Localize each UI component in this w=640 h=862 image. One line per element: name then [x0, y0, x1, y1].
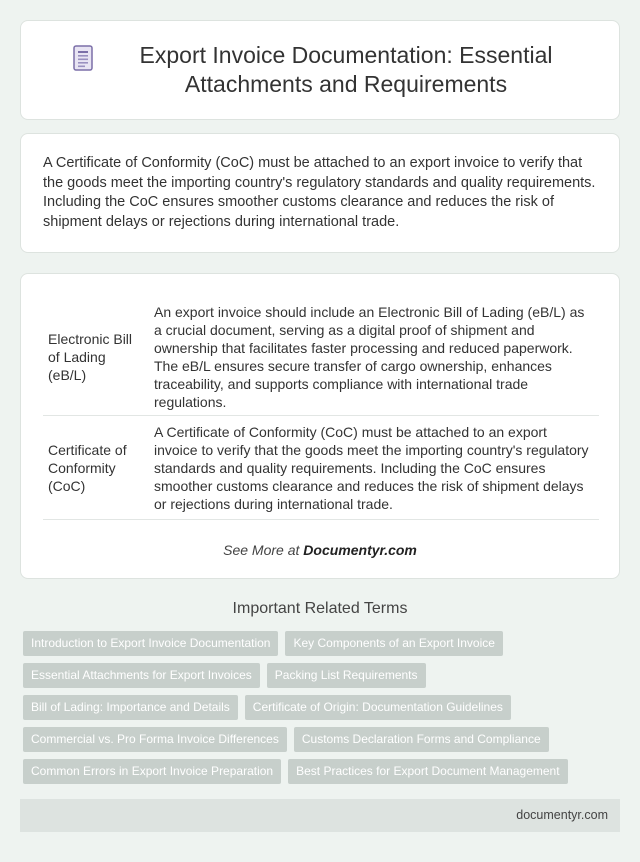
page-header — [64, 41, 576, 99]
see-more-prefix: See More at — [223, 542, 304, 558]
summary-card — [20, 133, 620, 253]
definitions-table — [43, 300, 599, 520]
related-term-tag[interactable]: Introduction to Export Invoice Documentation — [23, 631, 278, 656]
related-term-tag[interactable]: Best Practices for Export Document Management — [288, 759, 567, 784]
term-cell: Certificate of Conformity (CoC) — [43, 416, 149, 520]
related-term-tag[interactable]: Key Components of an Export Invoice — [285, 631, 502, 656]
related-term-tag[interactable]: Essential Attachments for Export Invoices — [23, 663, 260, 688]
related-term-tag[interactable]: Commercial vs. Pro Forma Invoice Differences — [23, 727, 287, 752]
footer — [20, 799, 620, 832]
summary-text: A Certificate of Conformity (CoC) must be attached to an export invoice to verify that the goods meet the importing country's regulatory standards and quality requirements. Including the CoC ensures smoother customs clearance and reduces the risk of shipment delays or rejections during international trade. — [43, 155, 596, 230]
page-title: Export Invoice Documentation: Essential Attachments and Requirements — [139, 42, 553, 97]
related-terms-list — [23, 631, 583, 791]
related-term-tag[interactable]: Common Errors in Export Invoice Preparation — [23, 759, 281, 784]
term-cell: Electronic Bill of Lading (eB/L) — [43, 300, 149, 416]
description-cell: A Certificate of Conformity (CoC) must be attached to an export invoice to verify that the goods meet the importing country's regulatory standards and quality requirements. Including the CoC ensures smoother customs clearance and reduces the risk of shipment delays or rejections during international trade. — [149, 416, 599, 520]
definitions-card — [20, 273, 620, 579]
footer-site-link[interactable]: documentyr.com — [516, 808, 608, 822]
table-row — [43, 416, 599, 520]
related-terms-heading: Important Related Terms — [232, 600, 408, 617]
see-more-site[interactable]: Documentyr.com — [303, 542, 417, 558]
title-card — [20, 20, 620, 120]
document-icon — [64, 45, 102, 75]
related-term-tag[interactable]: Bill of Lading: Importance and Details — [23, 695, 238, 720]
related-term-tag[interactable]: Customs Declaration Forms and Compliance — [294, 727, 549, 752]
related-term-tag[interactable]: Packing List Requirements — [267, 663, 426, 688]
table-row — [43, 300, 599, 416]
see-more-link[interactable] — [43, 542, 597, 558]
related-term-tag[interactable]: Certificate of Origin: Documentation Guidelines — [245, 695, 511, 720]
description-cell: An export invoice should include an Electronic Bill of Lading (eB/L) as a crucial document, serving as a digital proof of shipment and ownership that facilitates faster processing and reduced paperwork. The eB/L ensures secure transfer of cargo ownership, enhances traceability, and supports compliance with international trade regulations. — [149, 300, 599, 416]
